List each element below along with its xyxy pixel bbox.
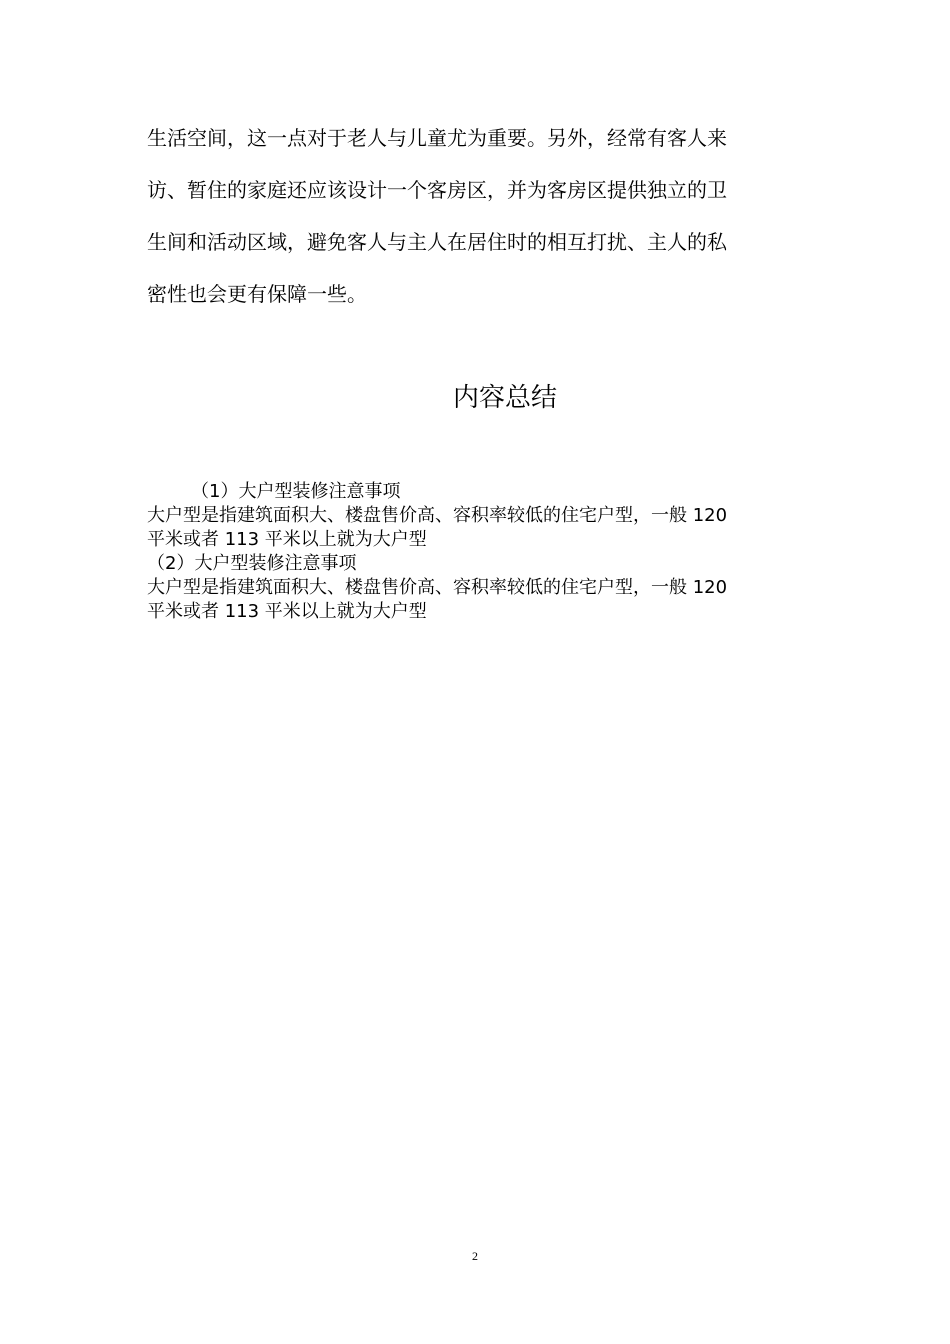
- summary-item-text: 平米或者 113 平米以上就为大户型: [147, 601, 427, 622]
- body-line: 生间和活动区域，避免客人与主人在居住时的相互打扰、主人的私: [147, 230, 727, 254]
- summary-item-text: 大户型是指建筑面积大、楼盘售价高、容积率较低的住宅户型，一般 120: [147, 577, 728, 598]
- summary-item-heading: （1）大户型装修注意事项: [191, 481, 401, 502]
- summary-item-heading: （2）大户型装修注意事项: [147, 553, 357, 574]
- body-paragraph: [147, 112, 807, 320]
- section-title: 内容总结: [452, 383, 557, 413]
- summary-item-text: 大户型是指建筑面积大、楼盘售价高、容积率较低的住宅户型，一般 120: [147, 505, 728, 526]
- summary-item-text: 平米或者 113 平米以上就为大户型: [147, 529, 427, 550]
- body-line: 访、暂住的家庭还应该设计一个客房区，并为客房区提供独立的卫: [147, 178, 727, 202]
- body-line: 密性也会更有保障一些。: [147, 282, 367, 306]
- body-line: 生活空间，这一点对于老人与儿童尤为重要。另外，经常有客人来: [147, 126, 727, 150]
- page-number: 2: [472, 1249, 478, 1263]
- summary-list: [147, 480, 827, 624]
